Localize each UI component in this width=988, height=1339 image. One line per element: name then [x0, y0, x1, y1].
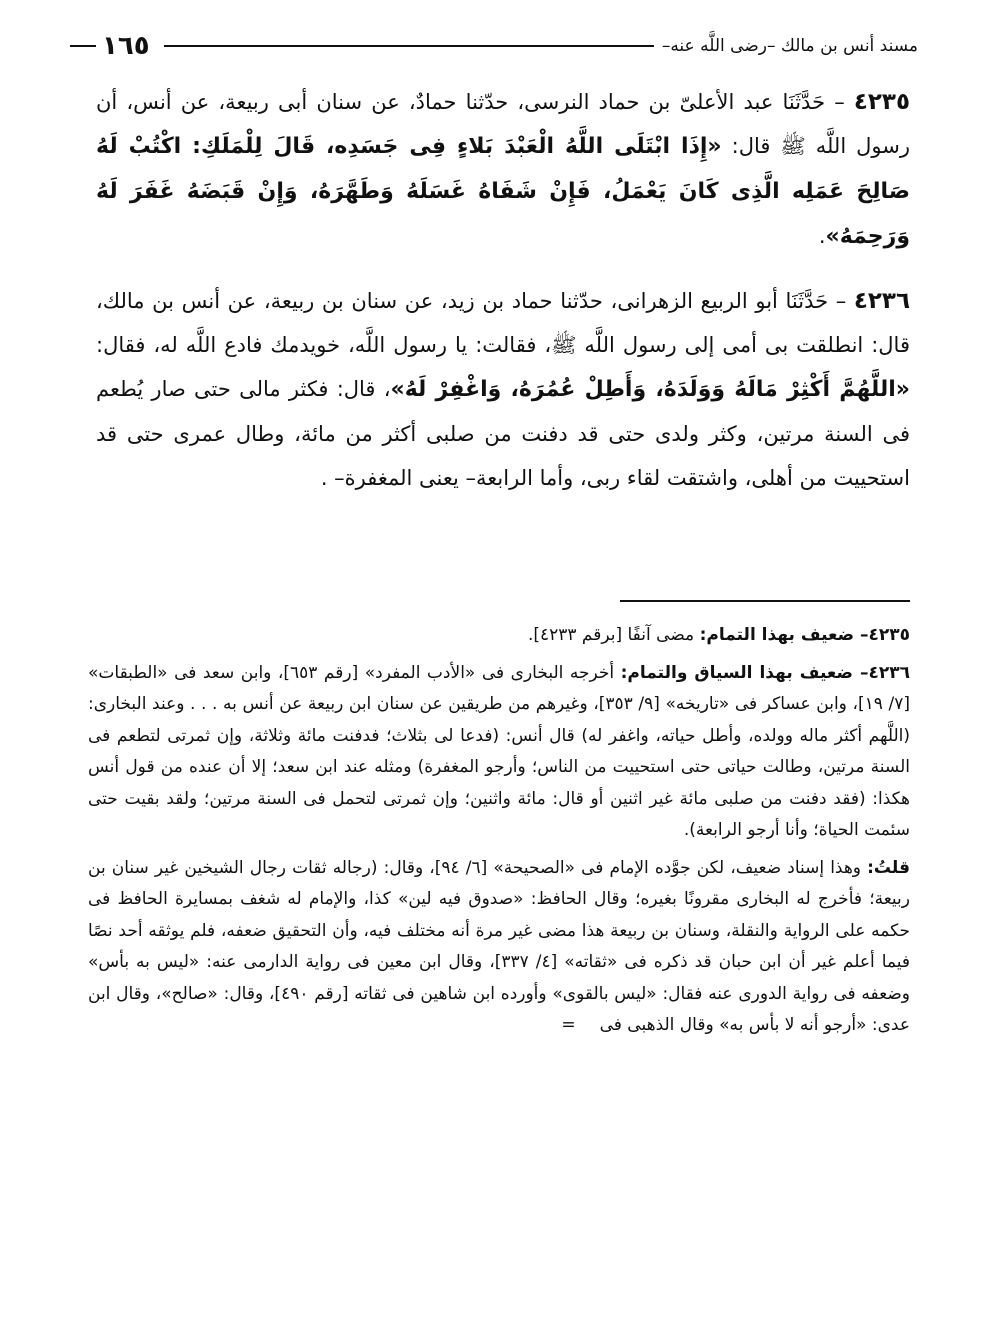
hadith-rest: ، قال: فكثر مالى حتى صار يُطعم فى السنة مرتين، وكثر ولدى حتى قد دفنت من صلبى أكثر من مائة، وطال عمرى حتى قد استحييت من أهلى، واشتقت لقاء ربى، وأما الرابعة– يعنى المغفرة– .: [96, 377, 910, 490]
hadith-isnad: – حَدَّثَنَا أبو الربيع الزهرانى، حدّثنا حماد بن زيد، عن سنان بن ربيعة، عن أنس بن مالك، قال: انطلقت بى أمى إلى رسول اللَّه ﷺ، فقالت: يا رسول اللَّه، خويدمك فادع اللَّه له، فقال:: [96, 289, 910, 357]
hadith-matn: «إِذَا ابْتَلَى اللَّهُ الْعَبْدَ بَلاءٍ فِى جَسَدِه، قَالَ لِلْمَلَكِ: اكْتُبْ لَهُ صَالِحَ عَمَلِه الَّذِى كَانَ يَعْمَلُ، فَإِنْ شَفَاهُ غَسَلَهُ وَطَهَّرَهُ، وَإِنْ قَبَضَهُ غَفَرَ لَهُ وَرَحِمَهُ»: [96, 134, 910, 249]
hadith-matn: «اللَّهُمَّ أَكْثِرْ مَالَهُ وَوَلَدَهُ، وَأَطِلْ عُمُرَهُ، وَاغْفِرْ لَهُ»: [390, 377, 910, 402]
footnote-head: ٤٢٣٦– ضعيف بهذا السياق والتمام:: [620, 662, 911, 683]
footnote-text: وهذا إسناد ضعيف، لكن جوَّده الإمام فى «الصحيحة» [٦/ ٩٤]، وقال: (رجاله ثقات رجال الشيخين غير سنان بن ربيعة؛ فأخرج له البخارى مقرونًا بغيره؛ وقال الحافظ: «صدوق فيه لين» كذا، والإمام له شغف بمسايرة الحافظ فى حكمه على الرواية والنقلة، وسنان بن ربيعة هذا مضى غير مرة أنه مختلف فيه، وأن التحقيق ضعفه، فلم يوثقه أحد نصًا فيما أعلم غير أن ابن حبان قد ذكره فى «ثقاته» [٤/ ٣٣٧]، وقال ابن معين فى رواية الدارمى عنه: «ليس به بأس» وضعفه فى رواية الدورى عنه فقال: «ليس بالقوى» وأورده ابن شاهين فى ثقاته [رقم ٤٩٠]، وقال: «صالح»، وقال ابن عدى: «أرجو أنه لا بأس به» وقال الذهبى فى: [88, 857, 910, 1035]
running-header: [70, 26, 918, 66]
hadith-number: ٤٢٣٥: [853, 89, 910, 115]
hadith-isnad: – حَدَّثَنَا عبد الأعلىّ بن حماد النرسى، حدّثنا حمادٌ، عن سنان أبى ربيعة، عن أنس، أن رسول اللَّه ﷺ قال:: [96, 90, 910, 158]
footnote-4235: [88, 620, 910, 652]
footnote-text: مضى آنفًا [برقم ٤٢٣٣].: [527, 625, 700, 645]
footnote-4236: [88, 658, 910, 847]
hadith-4235: [96, 80, 910, 259]
hadith-4236: [96, 279, 910, 500]
footnote-head: ٤٢٣٥– ضعيف بهذا التمام:: [699, 625, 910, 645]
continuation-mark: =: [561, 1015, 576, 1035]
page-number: ١٦٥: [102, 31, 150, 61]
hadith-end: .: [818, 224, 826, 248]
footnote-separator: [620, 600, 910, 602]
footnote-text: أخرجه البخارى فى «الأدب المفرد» [رقم ٦٥٣]، وابن سعد فى «الطبقات» [٧/ ١٩]، وابن عساكر فى «تاريخه» [٩/ ٣٥٣]، وغيرهم من طريقين عن سنان ابن ربيعة عن أنس به . . . وعند البخارى: (اللَّهم أكثر ماله وولده، وأطل حياته، واغفر له) قال أنس: (فدعا لى بثلاث؛ فدفنت مائة وثلاثة، وإن ثمرتى لتطعم فى السنة مرتين، وطالت حياتى حتى استحييت من الناس؛ وأرجو المغفرة) ومثله عند ابن سعد؛ إلا أن عنده من قول أنس هكذا: (فقد دفنت من صلبى مائة غير اثنين أو قال: مائة واثنين؛ وإن ثمرتى لتحمل فى السنة مرتين؛ ولقد بقيت حتى سئمت الحياة؛ وأنا أرجو الرابعة).: [88, 662, 910, 840]
footnote-head: قلتُ:: [867, 857, 910, 878]
header-rule: [164, 45, 654, 47]
footnote-commentary: [88, 853, 910, 1042]
main-text: [96, 80, 910, 520]
header-dash: [70, 45, 96, 47]
hadith-number: ٤٢٣٦: [853, 288, 910, 314]
running-title: مسند أنس بن مالك –رضى اللَّه عنه–: [661, 36, 918, 56]
footnotes: [88, 620, 910, 1048]
